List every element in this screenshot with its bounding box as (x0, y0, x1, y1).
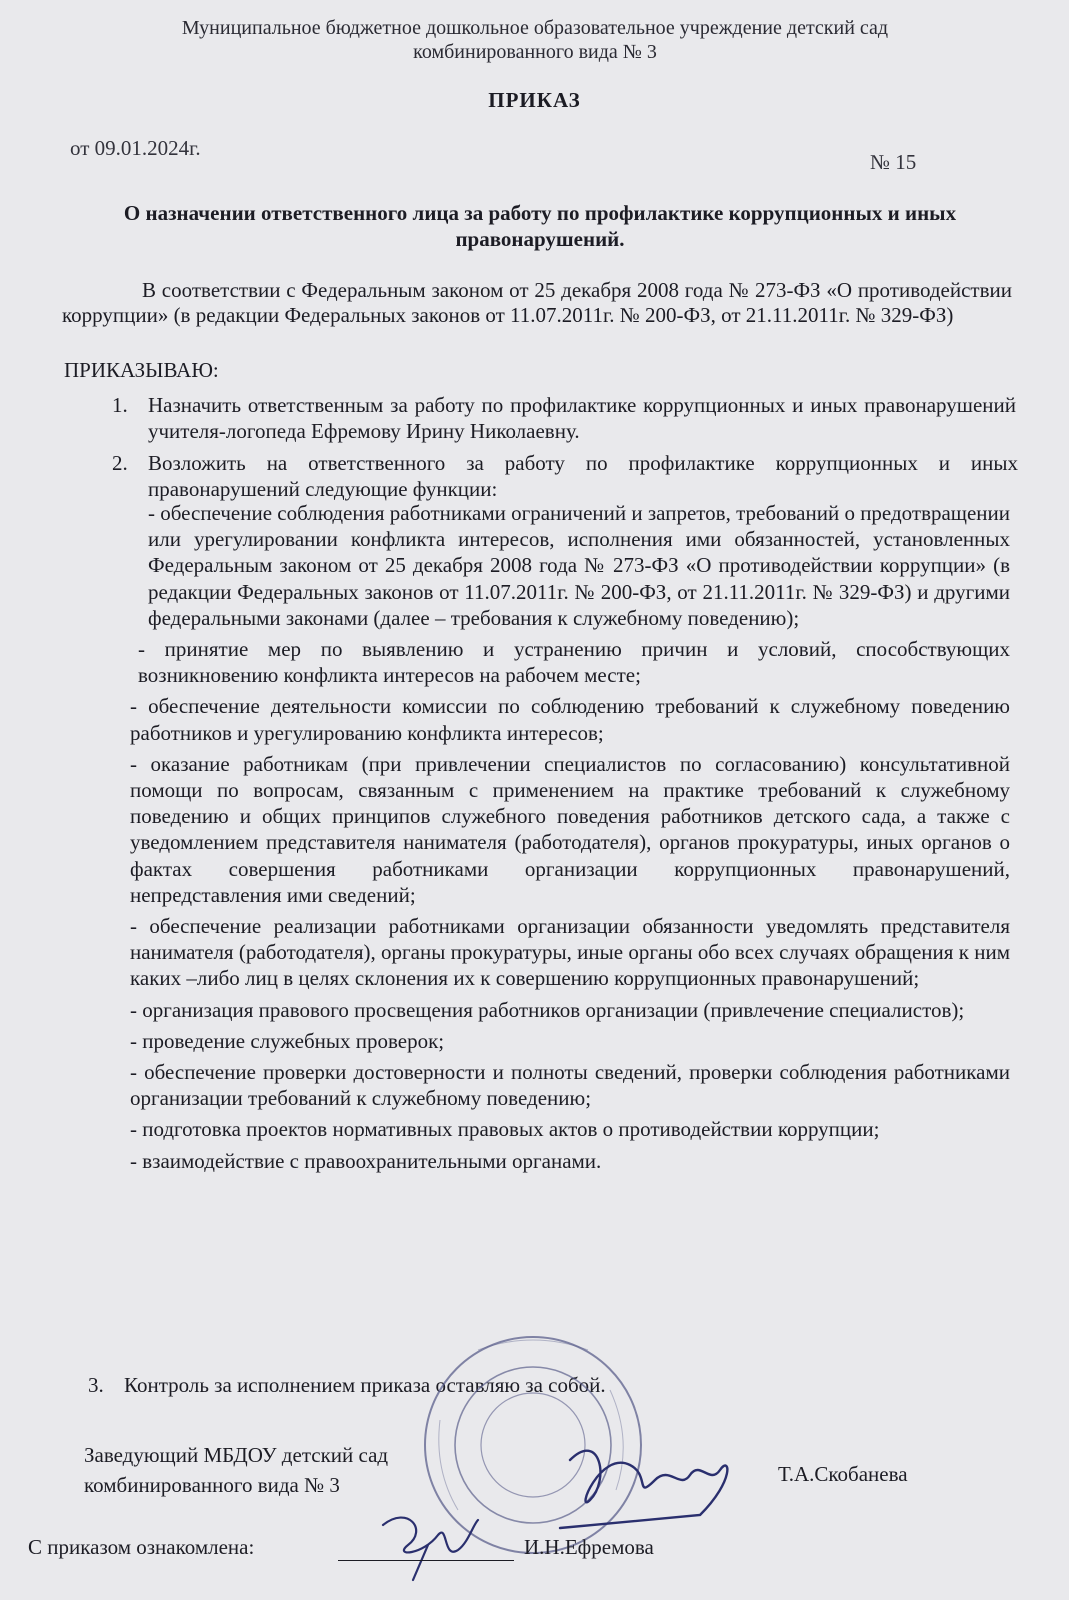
acknowledgement-name: И.Н.Ефремова (524, 1535, 654, 1559)
acknowledgement-signature-line (338, 1560, 514, 1561)
function-item: - обеспечение проверки достоверности и полноты сведений, проверки соблюдения работниками организации требований к служебному поведению; (130, 1060, 1010, 1111)
functions-list (130, 500, 1010, 1179)
order-item-1 (112, 392, 1016, 444)
document-date: от 09.01.2024г. (70, 136, 201, 160)
organization-name-line1: Муниципальное бюджетное дошкольное образовательное учреждение детский сад (181, 17, 889, 39)
function-item: - обеспечение деятельности комиссии по соблюдению требований к служебному поведению работников и урегулированию конфликта интересов; (130, 694, 1010, 745)
order-word: ПРИКАЗЫВАЮ: (64, 358, 219, 382)
function-item: - принятие мер по выявлению и устранению причин и условий, способствующих возникновению конфликта интересов на рабочем месте; (138, 637, 1010, 688)
order-item-text: Назначить ответственным за работу по профилактике коррупционных и иных правонарушений учителя-логопеда Ефремову Ирину Николаевну. (148, 393, 1016, 443)
order-subject: О назначении ответственного лица за работу по профилактике коррупционных и иных правонарушений. (123, 201, 957, 251)
order-item-number: 3. (88, 1373, 104, 1397)
function-item: - обеспечение соблюдения работниками ограничений и запретов, требований о предотвращении или урегулировании конфликта интересов, исполнения ими обязанностей, установленных Федеральным законом от 25 декабря 2008 года № 273-ФЗ «О противодействии коррупции» (в редакции Федеральных законов от 11.07.2011г. № 200-ФЗ, от 21.11.2011г. № 329-ФЗ) и другими федеральными законами (далее – требования к служебному поведению); (148, 501, 1011, 630)
signatory-position-line1: Заведующий МБДОУ детский сад (84, 1443, 389, 1467)
order-item-number: 2. (112, 451, 128, 475)
order-item-number: 1. (112, 393, 128, 417)
function-item: - оказание работникам (при привлечении специалистов по согласованию) консультативной помощи по вопросам, связанным с применением на практике требований к служебному поведению и общих принципов служебного поведения работников детского сада, а также с уведомлением представителя нанимателя (работодателя), органов прокуратуры, иных органов о фактах совершения работниками организации коррупционных правонарушений, непредставления ими сведений; (130, 751, 1010, 907)
function-item: - взаимодействие с правоохранительными органами. (130, 1148, 602, 1173)
signatory-position-line2: комбинированного вида № 3 (84, 1473, 340, 1497)
preamble-text: В соответствии с Федеральным законом от 25 декабря 2008 года № 273-ФЗ «О противодействии коррупции» (в редакции Федеральных законов от 11.07.2011г. № 200-ФЗ, от 21.11.2011г. № 329-ФЗ) (62, 278, 1012, 327)
document-title: ПРИКАЗ (488, 88, 581, 112)
order-item-2 (112, 450, 1018, 502)
employee-signature (368, 1505, 488, 1585)
function-item: - обеспечение реализации работниками организации обязанности уведомлять представителя нанимателя (работодателя), органы прокуратуры, иные органы обо всех случаях обращения к ним каких –либо лиц в целях склонения их к совершению коррупционных правонарушений; (130, 914, 1010, 991)
order-item-text: Возложить на ответственного за работу по профилактике коррупционных и иных правонарушений следующие функции: (148, 451, 1018, 501)
order-item-text: Контроль за исполнением приказа оставляю за собой. (124, 1373, 606, 1397)
organization-name-line2: комбинированного вида № 3 (413, 41, 657, 63)
function-item: - организация правового просвещения работников организации (привлечение специалистов); (130, 997, 965, 1022)
function-item: - проведение служебных проверок; (130, 1028, 445, 1053)
organization-header (110, 16, 960, 64)
signature-block (84, 1440, 388, 1500)
preamble (62, 278, 1012, 328)
signatory-name: Т.А.Скобанева (778, 1462, 908, 1486)
acknowledgement-label: С приказом ознакомлена: (28, 1535, 255, 1559)
function-item: - подготовка проектов нормативных правовых актов о противодействии коррупции; (130, 1117, 880, 1142)
director-signature (540, 1420, 750, 1530)
document-number: № 15 (870, 150, 917, 174)
